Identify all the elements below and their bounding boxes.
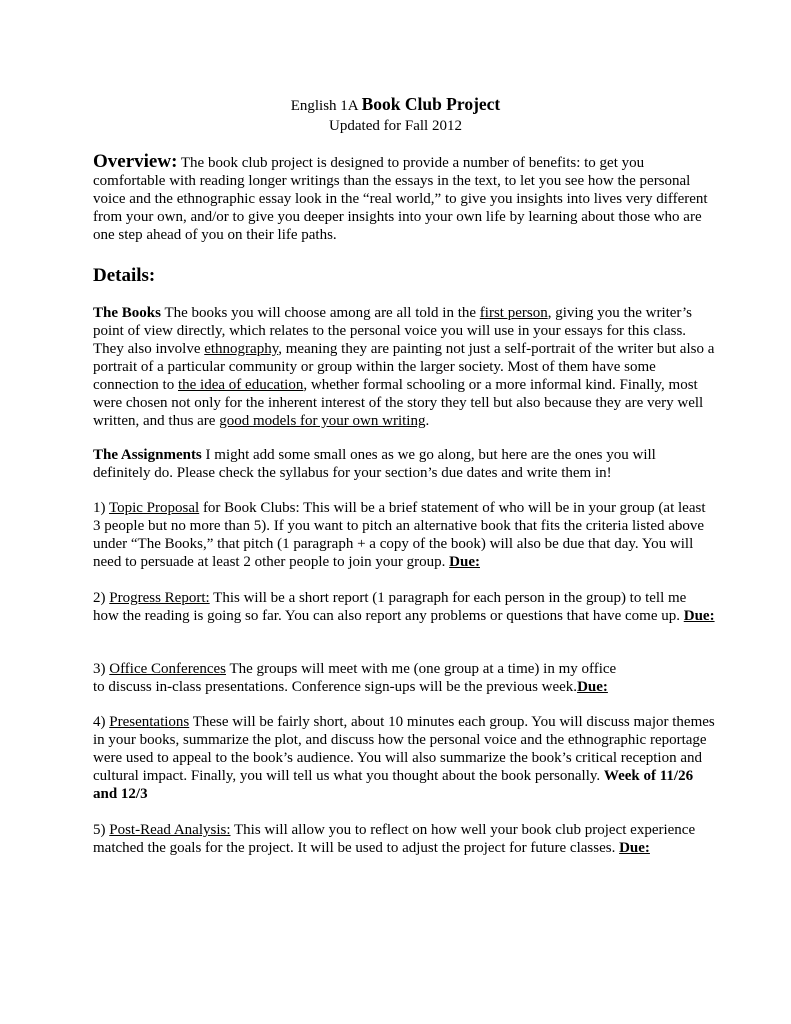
- document-subtitle: Updated for Fall 2012: [329, 118, 462, 134]
- due-label: Due:: [619, 840, 650, 856]
- item-number: 4): [93, 714, 106, 730]
- item-text: for Book Clubs: This will be a brief statement of who will be in your group (at least 3 people but no more than 5). If you want to pitch an alternative book that fits the criteria listed above under “The Books,” that pitch (1 paragraph + a copy of the book) will also be due that day. You will need to persuade at least 2 other people to join your group.: [93, 500, 706, 570]
- books-underline-ethnography: ethnography: [204, 341, 279, 357]
- item-title: Progress Report:: [109, 590, 210, 606]
- assignment-item-5: [93, 821, 715, 857]
- books-underline-first-person: first person: [479, 305, 548, 321]
- assignments-paragraph: [93, 446, 715, 482]
- books-text-4: , whether formal schooling or a more informal kind. Finally, most were chosen not only for the inherent interest of the story they tell but also because they are very well written, and thus are: [93, 377, 704, 429]
- item-number: 1): [93, 500, 106, 516]
- presentation-dates: Week of 11/26 and 12/3: [93, 768, 694, 802]
- due-label: Due:: [577, 679, 608, 695]
- item-text-line-1: The groups will meet with me (one group at a time) in my office: [229, 661, 617, 677]
- item-number: 3): [93, 661, 106, 677]
- title-line: [0, 94, 791, 116]
- item-number: 5): [93, 822, 106, 838]
- overview-heading: Overview:: [93, 151, 178, 172]
- document-header: [0, 94, 791, 136]
- item-text: This will allow you to reflect on how well your book club project experience matched the goals for the project. It will be used to adjust the project for future classes.: [93, 822, 696, 856]
- due-label: Due:: [683, 608, 715, 624]
- item-text: These will be fairly short, about 10 minutes each group. You will discuss major themes in your books, summarize the plot, and discuss how the personal voice and the ethnographic reportage were used to appeal to the book’s audience. You will also summarize the book’s critical reception and cultural impact. Finally, you will tell us what you thought about the book personally.: [93, 714, 715, 784]
- overview-text: The book club project is designed to provide a number of benefits: to get you comfortable with reading longer writings than the essays in the text, to let you see how the personal voice and the ethnographic essay look in the “real world,” to give you insights into lives very different from your own, and/or to give you deeper insights into your own life by learning about those who are one step ahead of you on their life paths.: [93, 155, 708, 243]
- course-name: English 1A: [290, 98, 358, 114]
- item-title: Post-Read Analysis:: [109, 822, 231, 838]
- item-number: 2): [93, 590, 106, 606]
- books-label: The Books: [93, 305, 161, 321]
- details-heading: Details:: [93, 265, 156, 286]
- assignments-label: The Assignments: [93, 447, 202, 463]
- overview-paragraph: [93, 153, 715, 244]
- books-underline-good-models: good models for your own writing: [219, 413, 426, 429]
- assignment-item-1: [93, 499, 715, 571]
- books-paragraph: [93, 304, 715, 430]
- assignments-text: I might add some small ones as we go along, but here are the ones you will definitely do. Please check the syllabus for your section’s due dates and write them in!: [93, 447, 656, 481]
- assignment-item-4: [93, 713, 715, 803]
- item-title: Office Conferences: [109, 661, 226, 677]
- item-text: This will be a short report (1 paragraph for each person in the group) to tell me how the reading is going so far. You can also report any problems or questions that have come up.: [93, 590, 687, 624]
- books-text-2: , giving you the writer’s point of view directly, which relates to the personal voice you will use in your essays for this class. They also involve: [93, 305, 692, 357]
- books-text-1: The books you will choose among are all told in the: [164, 305, 477, 321]
- books-text-5: .: [425, 413, 430, 429]
- due-label: Due:: [449, 554, 480, 570]
- books-text-3: , meaning they are painting not just a self-portrait of the writer but also a portrait of a particular community or group within the larger society. Most of them have some connection to: [93, 341, 715, 393]
- item-text-line-2: to discuss in-class presentations. Conference sign-ups will be the previous week.: [93, 679, 578, 695]
- assignment-item-3: [93, 660, 715, 696]
- books-underline-education: the idea of education: [177, 377, 304, 393]
- item-title: Topic Proposal: [108, 500, 200, 516]
- item-title: Presentations: [109, 714, 190, 730]
- assignment-item-2: [93, 589, 715, 625]
- document-title: Book Club Project: [361, 94, 501, 114]
